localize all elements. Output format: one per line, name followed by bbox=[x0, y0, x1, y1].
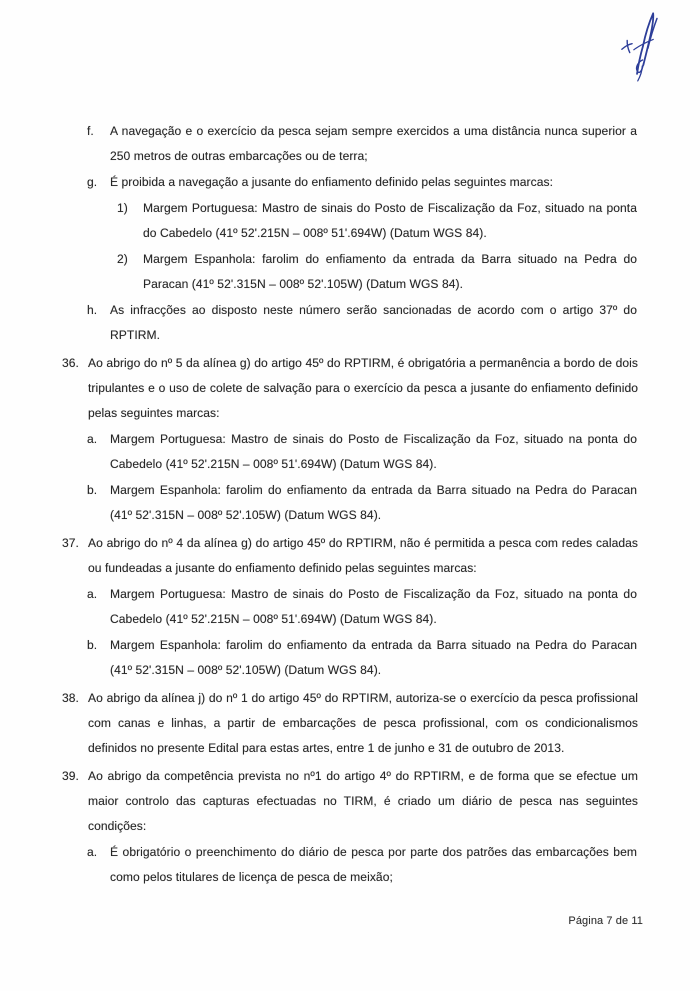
item-text: Ao abrigo da competência prevista no nº1 do artigo 4º do RPTIRM, e de forma que se efectue um maior controlo das capturas efectuadas no TIRM, é criado um diário de pesca nas seguintes condições: bbox=[88, 769, 638, 833]
item-36-a bbox=[87, 427, 637, 477]
item-marker: a. bbox=[87, 587, 98, 601]
document-body bbox=[0, 119, 700, 891]
item-marker: a. bbox=[87, 432, 98, 446]
item-text: Margem Portuguesa: Mastro de sinais do Posto de Fiscalização da Foz, situado na ponta do Cabedelo (41º 52'.215N – 008º 51'.694W) (Datum WGS 84). bbox=[110, 432, 637, 471]
item-marker: h. bbox=[87, 303, 98, 317]
item-marker: b. bbox=[87, 638, 98, 652]
item-36-b bbox=[87, 478, 637, 528]
item-text: Margem Portuguesa: Mastro de sinais do Posto de Fiscalização da Foz, situado na ponta do Cabedelo (41º 52'.215N – 008º 51'.694W) (Datum WGS 84). bbox=[143, 201, 637, 240]
item-text: Ao abrigo da alínea j) do nº 1 do artigo 45º do RPTIRM, autoriza-se o exercício da pesca profissional com canas e linhas, a partir de embarcações de pesca profissional, com os condicionalismos definidos no presente Edital para estas artes, entre 1 de junho e 31 de outubro de 2013. bbox=[88, 691, 638, 755]
item-marker: 1) bbox=[117, 201, 128, 215]
page-number: Página 7 de 11 bbox=[568, 915, 643, 927]
item-text: Margem Portuguesa: Mastro de sinais do Posto de Fiscalização da Foz, situado na ponta do Cabedelo (41º 52'.215N – 008º 51'.694W) (Datum WGS 84). bbox=[110, 587, 637, 626]
item-39-a bbox=[87, 840, 637, 890]
signature-initials bbox=[599, 3, 686, 90]
item-g-1 bbox=[117, 196, 637, 246]
item-marker: 39. bbox=[62, 769, 79, 783]
item-text: Margem Espanhola: farolim do enfiamento da entrada da Barra situado na Pedra do Paracan (41º 52'.315N – 008º 52'.105W) (Datum WGS 84). bbox=[143, 252, 637, 291]
item-marker: f. bbox=[87, 124, 94, 138]
item-text: Margem Espanhola: farolim do enfiamento da entrada da Barra situado na Pedra do Paracan (41º 52'.315N – 008º 52'.105W) (Datum WGS 84). bbox=[110, 638, 637, 677]
item-h bbox=[87, 298, 637, 348]
item-39 bbox=[62, 764, 638, 839]
item-text: Ao abrigo do nº 4 da alínea g) do artigo 45º do RPTIRM, não é permitida a pesca com redes caladas ou fundeadas a jusante do enfiamento definido pelas seguintes marcas: bbox=[88, 536, 638, 575]
item-text: Margem Espanhola: farolim do enfiamento da entrada da Barra situado na Pedra do Paracan (41º 52'.315N – 008º 52'.105W) (Datum WGS 84). bbox=[110, 483, 637, 522]
item-g-2 bbox=[117, 247, 637, 297]
item-marker: 38. bbox=[62, 691, 79, 705]
signature-ink bbox=[621, 12, 657, 81]
item-f bbox=[87, 119, 637, 169]
item-g bbox=[87, 170, 637, 195]
item-text: Ao abrigo do nº 5 da alínea g) do artigo 45º do RPTIRM, é obrigatória a permanência a bordo de dois tripulantes e o uso de colete de salvação para o exercício da pesca a jusante do enfiamento definido pelas seguintes marcas: bbox=[88, 356, 638, 420]
item-marker: 37. bbox=[62, 536, 79, 550]
item-text: É obrigatório o preenchimento do diário de pesca por parte dos patrões das embarcações bem como pelos titulares de licença de pesca de meixão; bbox=[110, 845, 637, 884]
item-marker: 36. bbox=[62, 356, 79, 370]
item-37-a bbox=[87, 582, 637, 632]
item-marker: 2) bbox=[117, 252, 128, 266]
item-marker: b. bbox=[87, 483, 98, 497]
item-38 bbox=[62, 686, 638, 761]
item-marker: g. bbox=[87, 175, 98, 189]
item-text: A navegação e o exercício da pesca sejam sempre exercidos a uma distância nunca superior a 250 metros de outras embarcações ou de terra; bbox=[110, 124, 637, 163]
item-text: É proibida a navegação a jusante do enfiamento definido pelas seguintes marcas: bbox=[110, 175, 553, 189]
item-37-b bbox=[87, 633, 637, 683]
item-37 bbox=[62, 531, 638, 581]
item-text: As infracções ao disposto neste número serão sancionadas de acordo com o artigo 37º do RPTIRM. bbox=[110, 303, 637, 342]
item-36 bbox=[62, 351, 638, 426]
item-marker: a. bbox=[87, 845, 98, 859]
